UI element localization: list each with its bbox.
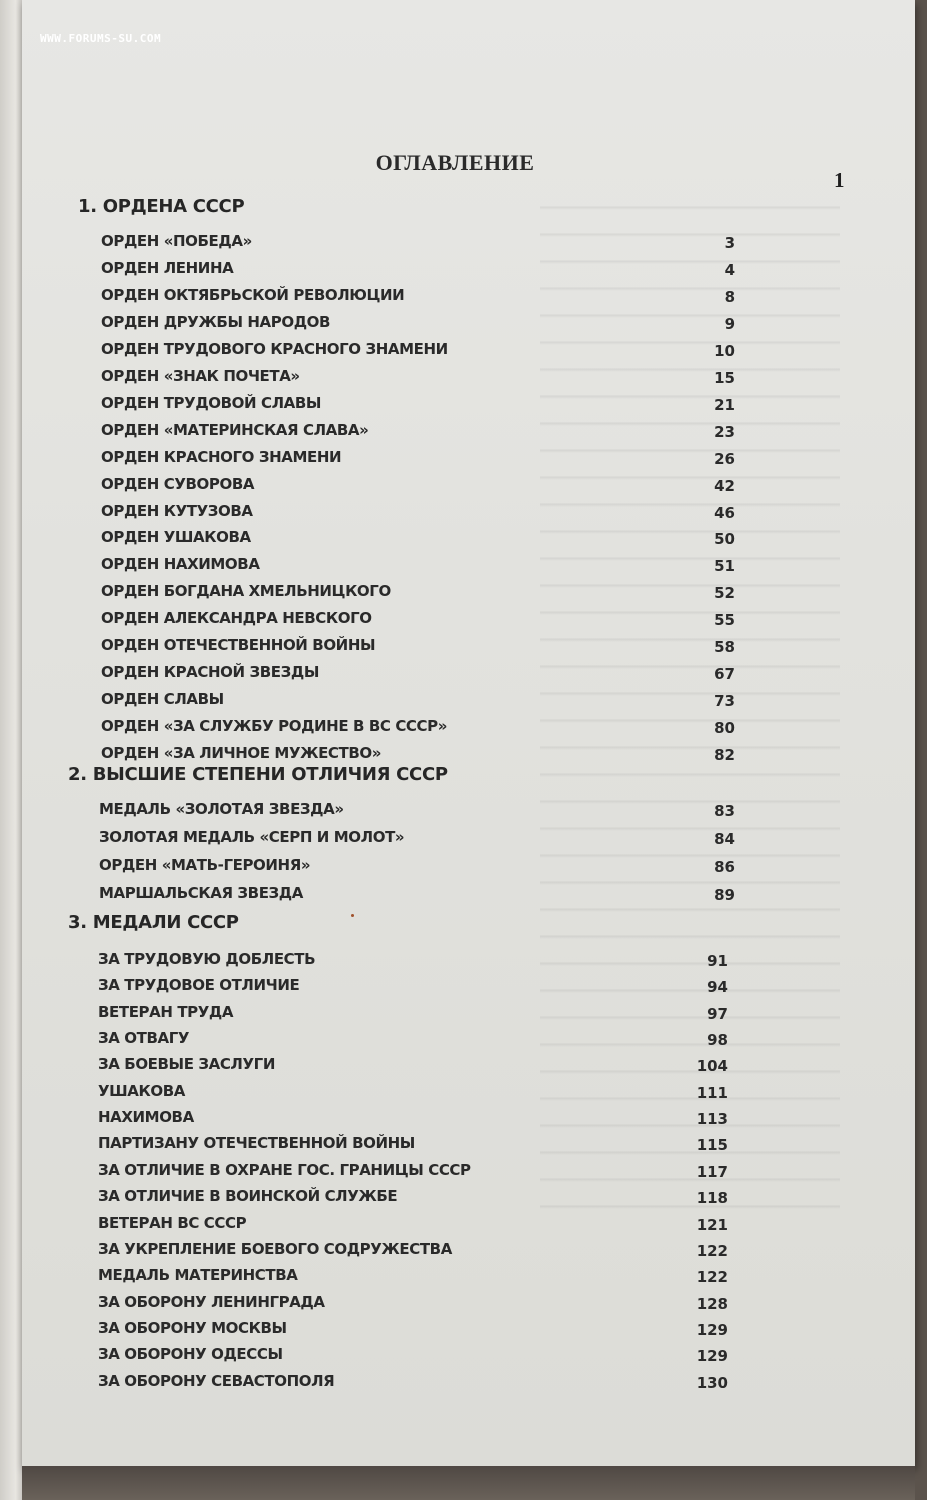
toc-entry-title: ОРДЕН ТРУДОВОГО КРАСНОГО ЗНАМЕНИ <box>101 340 448 358</box>
toc-entry-page: 117 <box>696 1163 728 1181</box>
toc-entry-page: 97 <box>707 1005 728 1023</box>
toc-entry-title: МЕДАЛЬ МАТЕРИНСТВА <box>98 1266 298 1284</box>
toc-entry-title: МАРШАЛЬСКАЯ ЗВЕЗДА <box>99 884 303 902</box>
toc-entry-page: 113 <box>696 1110 728 1128</box>
toc-entry-page: 80 <box>714 719 735 737</box>
toc-entry-title: ЗА ТРУДОВУЮ ДОБЛЕСТЬ <box>98 950 316 968</box>
toc-entry-page: 55 <box>714 611 735 629</box>
toc-entry-title: УШАКОВА <box>98 1082 185 1100</box>
toc-entry-page: 67 <box>714 665 735 683</box>
toc-entry-page: 21 <box>714 396 735 414</box>
page-number: 1 <box>834 168 845 192</box>
toc-entry-page: 82 <box>714 746 735 764</box>
toc-entry-page: 46 <box>714 504 735 522</box>
toc-entry-page: 122 <box>696 1242 728 1260</box>
toc-entry-title: ЗА ОБОРОНУ ОДЕССЫ <box>98 1345 283 1363</box>
toc-entry-page: 89 <box>714 886 735 904</box>
toc-entry-page: 73 <box>714 692 735 710</box>
toc-entry-page: 8 <box>724 288 735 306</box>
toc-entry-page: 104 <box>696 1057 728 1075</box>
toc-entry-page: 129 <box>696 1321 728 1339</box>
toc-entry-page: 129 <box>696 1347 728 1365</box>
toc-entry-title: ОРДЕН СЛАВЫ <box>101 690 224 708</box>
toc-entry-title: ЗА ОТЛИЧИЕ В ВОИНСКОЙ СЛУЖБЕ <box>98 1187 398 1205</box>
toc-entry-title: ЗА ОБОРОНУ СЕВАСТОПОЛЯ <box>98 1372 335 1390</box>
toc-entry-page: 84 <box>714 830 735 848</box>
toc-entry-title: ОРДЕН «ЗНАК ПОЧЕТА» <box>101 367 300 385</box>
toc-entry-page: 23 <box>714 423 735 441</box>
section-heading: 2. ВЫСШИЕ СТЕПЕНИ ОТЛИЧИЯ СССР <box>68 764 448 785</box>
toc-entry-title: ОРДЕН АЛЕКСАНДРА НЕВСКОГО <box>101 609 372 627</box>
toc-entry-page: 111 <box>696 1084 728 1102</box>
toc-entry-title: ЗА ОБОРОНУ МОСКВЫ <box>98 1319 287 1337</box>
toc-entry-title: ОРДЕН «ЗА ЛИЧНОЕ МУЖЕСТВО» <box>101 744 382 762</box>
toc-entry-title: ОРДЕН ТРУДОВОЙ СЛАВЫ <box>101 394 322 412</box>
toc-entry-page: 52 <box>714 584 735 602</box>
toc-entry-page: 50 <box>714 530 735 548</box>
toc-entry-page: 83 <box>714 802 735 820</box>
toc-entry-title: ОРДЕН «ЗА СЛУЖБУ РОДИНЕ В ВС СССР» <box>101 717 448 735</box>
toc-entry-page: 42 <box>714 477 735 495</box>
toc-entry-page: 4 <box>724 261 735 279</box>
toc-entry-page: 15 <box>714 369 735 387</box>
toc-entry-page: 58 <box>714 638 735 656</box>
toc-entry-title: ОРДЕН «МАТЬ-ГЕРОИНЯ» <box>99 856 311 874</box>
toc-entry-title: ОРДЕН ЛЕНИНА <box>101 259 234 277</box>
toc-entry-page: 115 <box>696 1136 728 1154</box>
toc-entry-page: 130 <box>696 1374 728 1392</box>
toc-entry-title: ОРДЕН КРАСНОГО ЗНАМЕНИ <box>101 448 342 466</box>
toc-entry-title: ЗА ТРУДОВОЕ ОТЛИЧИЕ <box>98 976 300 994</box>
toc-entry-title: ЗА ОТЛИЧИЕ В ОХРАНЕ ГОС. ГРАНИЦЫ СССР <box>98 1161 471 1179</box>
toc-entry-page: 128 <box>696 1295 728 1313</box>
toc-entry-title: ОРДЕН «МАТЕРИНСКАЯ СЛАВА» <box>101 421 369 439</box>
toc-entry-page: 94 <box>707 978 728 996</box>
toc-entry-title: ВЕТЕРАН ТРУДА <box>98 1003 234 1021</box>
toc-entry-page: 51 <box>714 557 735 575</box>
toc-entry-title: ЗОЛОТАЯ МЕДАЛЬ «СЕРП И МОЛОТ» <box>99 828 405 846</box>
toc-entry-page: 122 <box>696 1268 728 1286</box>
toc-entry-title: МЕДАЛЬ «ЗОЛОТАЯ ЗВЕЗДА» <box>99 800 344 818</box>
toc-entry-title: ОРДЕН СУВОРОВА <box>101 475 255 493</box>
toc-entry-page: 9 <box>724 315 735 333</box>
toc-entry-page: 86 <box>714 858 735 876</box>
toc-entry-title: ЗА УКРЕПЛЕНИЕ БОЕВОГО СОДРУЖЕСТВА <box>98 1240 452 1258</box>
toc-entry-title: ОРДЕН БОГДАНА ХМЕЛЬНИЦКОГО <box>101 582 391 600</box>
toc-entry-title: ОРДЕН ДРУЖБЫ НАРОДОВ <box>101 313 331 331</box>
page-title: ОГЛАВЛЕНИЕ <box>375 150 535 175</box>
toc-entry-page: 118 <box>696 1189 728 1207</box>
toc-entry-title: ОРДЕН ОТЕЧЕСТВЕННОЙ ВОЙНЫ <box>101 636 376 654</box>
toc-entry-title: ЗА БОЕВЫЕ ЗАСЛУГИ <box>98 1055 275 1073</box>
toc-entry-title: ОРДЕН НАХИМОВА <box>101 555 260 573</box>
toc-entry-page: 26 <box>714 450 735 468</box>
toc-entry-title: НАХИМОВА <box>98 1108 194 1126</box>
toc-entry-title: ВЕТЕРАН ВС СССР <box>98 1214 247 1232</box>
toc-entry-title: ОРДЕН УШАКОВА <box>101 528 251 546</box>
section-heading: 1. ОРДЕНА СССР <box>78 196 245 217</box>
toc-entry-page: 91 <box>707 952 728 970</box>
toc-entry-title: ОРДЕН КУТУЗОВА <box>101 502 253 520</box>
toc-entry-page: 3 <box>724 234 735 252</box>
toc-entry-title: ОРДЕН ОКТЯБРЬСКОЙ РЕВОЛЮЦИИ <box>101 286 405 304</box>
toc-entry-page: 98 <box>707 1031 728 1049</box>
toc-entry-title: ОРДЕН «ПОБЕДА» <box>101 232 252 250</box>
watermark: WWW.FORUMS-SU.COM <box>40 32 162 45</box>
toc-entry-title: ЗА ОБОРОНУ ЛЕНИНГРАДА <box>98 1293 325 1311</box>
toc-entry-title: ОРДЕН КРАСНОЙ ЗВЕЗДЫ <box>101 663 319 681</box>
toc-entry-title: ЗА ОТВАГУ <box>98 1029 190 1047</box>
toc-entry-page: 10 <box>714 342 735 360</box>
section-heading: 3. МЕДАЛИ СССР <box>68 912 239 933</box>
toc-entry-page: 121 <box>696 1216 728 1234</box>
toc-entry-title: ПАРТИЗАНУ ОТЕЧЕСТВЕННОЙ ВОЙНЫ <box>98 1134 415 1152</box>
